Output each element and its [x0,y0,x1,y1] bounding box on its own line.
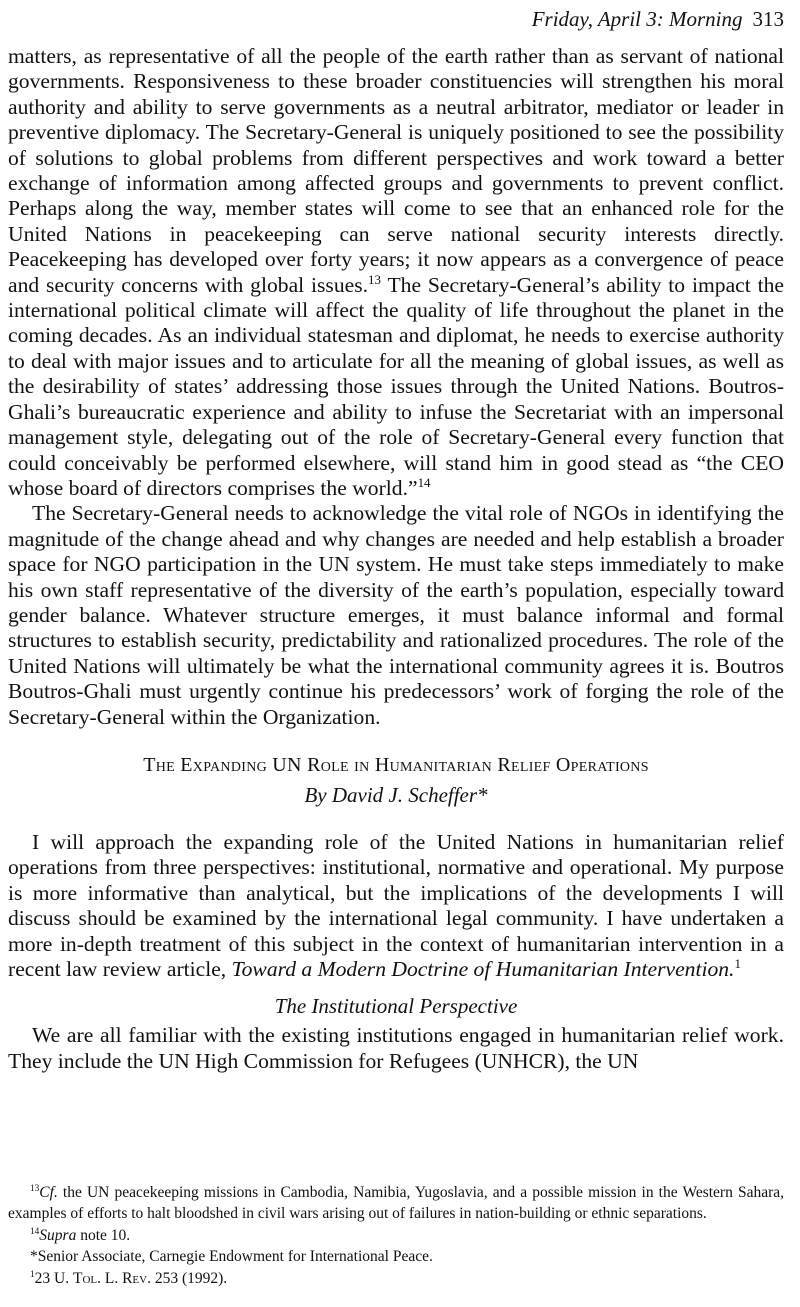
paragraph-2: The Secretary-General needs to acknowledge the vital role of NGOs in identifying the magnitude of the change ahead and why changes are needed and help establish a broader space for NGO participation in the UN system. He must take steps immediately to make his own staff representative of the diversity of the earth’s population, especially toward gender balance. Whatever structure emerges, it must balance informal and formal structures to establish security, predictability and rationalized procedures. The role of the United Nations will ultimately be what the international community agrees it is. Boutros Boutros-Ghali must urgently continue his predecessors’ work of forging the role of the Secretary-General within the Organization. [8,501,784,729]
footnote-ref-14[interactable]: 14 [417,474,431,490]
footnote-14-mark: 14 [30,1226,40,1237]
article-title: Toward a Modern Doctrine of Humanitarian Intervention. [231,957,735,981]
footnote-1-mark: 1 [30,1270,35,1281]
footnote-ref-13[interactable]: 13 [368,271,381,287]
footnote-1-text-a: 23 U. [34,1270,73,1288]
footnote-1-journal: Tol. L. Rev. [72,1270,151,1288]
byline: By David J. Scheffer* [304,782,488,807]
paragraph-1 [8,44,784,501]
paragraph-3-text: I will approach the expanding role of the United Nations in humanitarian relief operations from three perspectives: institutional, normative and operational. My purpose is more informative than analytical, but the implications of the developments I will discuss should be examined by the international legal community. I have undertaken a more in-depth treatment of this subject in the context of humanitarian intervention in a recent law review article, [8,829,784,981]
paragraph-3 [8,830,784,982]
article-body [8,44,784,1074]
footnote-1 [8,1269,784,1290]
paragraph-4-text-b: ), the UN [557,1048,639,1073]
subheading: The Institutional Perspective [274,994,518,1019]
footnote-13-cf: Cf. [39,1184,58,1201]
footnote-14 [8,1226,784,1247]
unhcr-acronym: UNHCR [481,1048,558,1073]
paragraph-1-text-a: matters, as representative of all the people of the earth rather than as servant of national governments. Responsiveness to these broader constituencies will strengthen his moral authority and ability to serve governments as a neutral arbitrator, mediator or leader in preventive diplomacy. The Secretary-General is uniquely positioned to see the possibility of solutions to global problems from different perspectives and work toward a better exchange of information among affected groups and governments to prevent conflict. Perhaps along the way, member states will come to see that an enhanced role for the United Nations in peacekeeping can serve national security interests directly. Peacekeeping has developed over forty years; it now appears as a convergence of peace and security concerns with global issues. [8,44,784,297]
footnote-14-supra: Supra [39,1226,77,1244]
paragraph-4-text-a: We are all familiar with the existing institutions engaged in humanitarian relief work. They include the UN High Commission for Refugees ( [8,1023,784,1073]
footnote-14-text: note 10. [76,1226,131,1244]
footnote-13-mark: 13 [30,1183,40,1194]
footnote-star-mark: * [30,1248,38,1266]
footnote-1-text-b: 253 (1992). [150,1270,228,1288]
footnote-ref-1[interactable]: 1 [734,955,741,971]
page-number: 313 [752,7,784,31]
running-head-title: Friday, April 3: Morning [531,7,743,31]
footnote-13-text: the UN peacekeeping missions in Cambodia, Namibia, Yugoslavia, and a possible mission in the Western Sahara, examples of efforts to halt bloodshed in civil wars arising out of failures in nation-building or ethnic separations. [8,1184,784,1222]
footnotes [8,1183,784,1290]
paragraph-1-text-b: The Secretary-General’s ability to impact the international political climate will affect the quality of life throughout the planet in the coming decades. As an individual statesman and diplomat, he needs to exercise authority to deal with major issues and to articulate for all the meaning of global issues, as well as the desirability of states’ addressing those issues through the United Nations. Boutros-Ghali’s bureaucratic experience and ability to infuse the Secretariat with an impersonal management style, delegating out of the role of Secretary-General every function that could conceivably be performed elsewhere, will stand him in good stead as “the CEO whose board of directors comprises the world.” [8,272,785,500]
section-title: The Expanding UN Role in Humanitarian Relief Operations [143,753,649,776]
running-header [0,2,784,42]
paragraph-4 [8,1023,784,1074]
footnote-13 [8,1183,784,1225]
footnote-star [8,1247,784,1268]
footnote-star-text: Senior Associate, Carnegie Endowment for International Peace. [37,1248,433,1266]
